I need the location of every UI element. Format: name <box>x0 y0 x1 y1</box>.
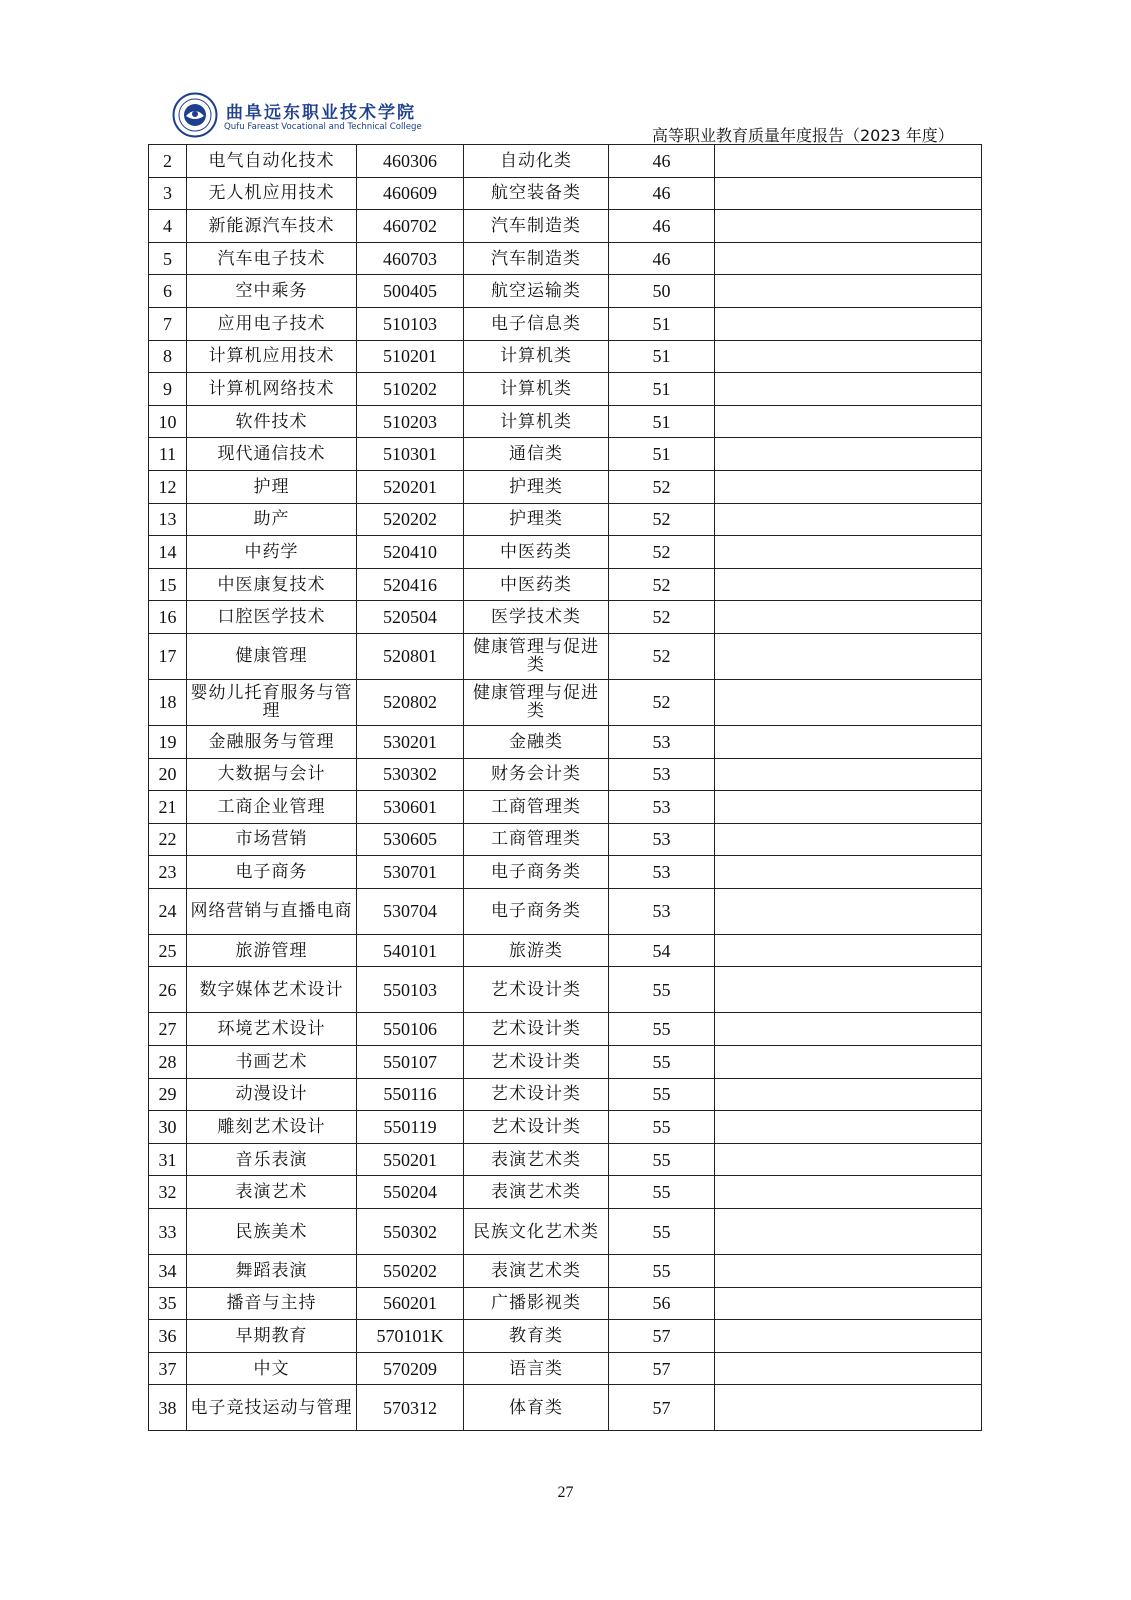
major-code-cell: 530704 <box>357 888 464 934</box>
row-number-cell: 3 <box>149 177 187 210</box>
category-code-cell: 55 <box>609 1111 715 1144</box>
table-row <box>149 725 982 758</box>
row-number-cell: 23 <box>149 856 187 889</box>
college-logo-icon <box>172 92 218 138</box>
major-name-cell: 健康管理 <box>187 633 357 679</box>
note-cell <box>715 438 982 471</box>
major-name-cell: 计算机应用技术 <box>187 340 357 373</box>
table-row <box>149 679 982 725</box>
major-code-cell: 510103 <box>357 307 464 340</box>
note-cell <box>715 791 982 824</box>
note-cell <box>715 601 982 634</box>
category-code-cell: 52 <box>609 568 715 601</box>
category-cell: 计算机类 <box>464 373 609 406</box>
major-code-cell: 520202 <box>357 503 464 536</box>
row-number-cell: 14 <box>149 536 187 569</box>
category-code-cell: 55 <box>609 1013 715 1046</box>
row-number-cell: 36 <box>149 1320 187 1353</box>
category-code-cell: 57 <box>609 1385 715 1431</box>
major-code-cell: 550302 <box>357 1209 464 1255</box>
major-code-cell: 530601 <box>357 791 464 824</box>
category-cell: 金融类 <box>464 725 609 758</box>
category-cell: 健康管理与促进类 <box>464 679 609 725</box>
row-number-cell: 34 <box>149 1255 187 1288</box>
note-cell <box>715 967 982 1013</box>
category-cell: 汽车制造类 <box>464 242 609 275</box>
major-name-cell: 大数据与会计 <box>187 758 357 791</box>
note-cell <box>715 934 982 967</box>
major-code-cell: 510301 <box>357 438 464 471</box>
category-code-cell: 55 <box>609 967 715 1013</box>
category-code-cell: 55 <box>609 1078 715 1111</box>
table-row <box>149 210 982 243</box>
page-header <box>0 0 1131 145</box>
table-row <box>149 791 982 824</box>
table-row <box>149 242 982 275</box>
major-code-cell: 550107 <box>357 1046 464 1079</box>
table-row <box>149 1209 982 1255</box>
table-row <box>149 967 982 1013</box>
table-row <box>149 1176 982 1209</box>
category-code-cell: 51 <box>609 373 715 406</box>
note-cell <box>715 1111 982 1144</box>
note-cell <box>715 568 982 601</box>
table-row <box>149 568 982 601</box>
major-name-cell: 现代通信技术 <box>187 438 357 471</box>
note-cell <box>715 470 982 503</box>
row-number-cell: 38 <box>149 1385 187 1431</box>
note-cell <box>715 823 982 856</box>
major-name-cell: 早期教育 <box>187 1320 357 1353</box>
major-code-cell: 460609 <box>357 177 464 210</box>
table-row <box>149 1078 982 1111</box>
row-number-cell: 12 <box>149 470 187 503</box>
row-number-cell: 29 <box>149 1078 187 1111</box>
row-number-cell: 24 <box>149 888 187 934</box>
major-code-cell: 550202 <box>357 1255 464 1288</box>
category-code-cell: 55 <box>609 1176 715 1209</box>
major-name-cell: 中药学 <box>187 536 357 569</box>
category-cell: 汽车制造类 <box>464 210 609 243</box>
table-row <box>149 1013 982 1046</box>
major-code-cell: 500405 <box>357 275 464 308</box>
table-row <box>149 1320 982 1353</box>
row-number-cell: 32 <box>149 1176 187 1209</box>
table-row <box>149 1046 982 1079</box>
majors-table <box>148 144 982 1431</box>
note-cell <box>715 307 982 340</box>
category-code-cell: 53 <box>609 758 715 791</box>
category-cell: 计算机类 <box>464 405 609 438</box>
major-code-cell: 520410 <box>357 536 464 569</box>
major-name-cell: 中医康复技术 <box>187 568 357 601</box>
category-code-cell: 56 <box>609 1287 715 1320</box>
row-number-cell: 11 <box>149 438 187 471</box>
major-name-cell: 新能源汽车技术 <box>187 210 357 243</box>
row-number-cell: 33 <box>149 1209 187 1255</box>
category-cell: 航空装备类 <box>464 177 609 210</box>
major-name-cell: 汽车电子技术 <box>187 242 357 275</box>
major-code-cell: 520504 <box>357 601 464 634</box>
row-number-cell: 15 <box>149 568 187 601</box>
row-number-cell: 13 <box>149 503 187 536</box>
table-row <box>149 145 982 178</box>
category-code-cell: 52 <box>609 679 715 725</box>
major-code-cell: 530701 <box>357 856 464 889</box>
major-name-cell: 计算机网络技术 <box>187 373 357 406</box>
category-code-cell: 52 <box>609 503 715 536</box>
major-code-cell: 550116 <box>357 1078 464 1111</box>
table-row <box>149 307 982 340</box>
table-row <box>149 373 982 406</box>
category-code-cell: 53 <box>609 823 715 856</box>
category-code-cell: 54 <box>609 934 715 967</box>
category-cell: 通信类 <box>464 438 609 471</box>
category-code-cell: 52 <box>609 536 715 569</box>
major-code-cell: 530605 <box>357 823 464 856</box>
note-cell <box>715 177 982 210</box>
category-cell: 财务会计类 <box>464 758 609 791</box>
category-cell: 广播影视类 <box>464 1287 609 1320</box>
category-code-cell: 53 <box>609 725 715 758</box>
major-name-cell: 表演艺术 <box>187 1176 357 1209</box>
major-code-cell: 520416 <box>357 568 464 601</box>
category-cell: 艺术设计类 <box>464 1013 609 1046</box>
category-cell: 艺术设计类 <box>464 1046 609 1079</box>
row-number-cell: 10 <box>149 405 187 438</box>
note-cell <box>715 1176 982 1209</box>
category-code-cell: 46 <box>609 145 715 178</box>
row-number-cell: 7 <box>149 307 187 340</box>
major-name-cell: 数字媒体艺术设计 <box>187 967 357 1013</box>
major-name-cell: 口腔医学技术 <box>187 601 357 634</box>
category-cell: 医学技术类 <box>464 601 609 634</box>
row-number-cell: 26 <box>149 967 187 1013</box>
category-code-cell: 53 <box>609 856 715 889</box>
row-number-cell: 37 <box>149 1352 187 1385</box>
table-row <box>149 438 982 471</box>
row-number-cell: 18 <box>149 679 187 725</box>
category-cell: 自动化类 <box>464 145 609 178</box>
row-number-cell: 8 <box>149 340 187 373</box>
major-code-cell: 570209 <box>357 1352 464 1385</box>
major-code-cell: 540101 <box>357 934 464 967</box>
row-number-cell: 35 <box>149 1287 187 1320</box>
category-cell: 中医药类 <box>464 536 609 569</box>
note-cell <box>715 1287 982 1320</box>
category-code-cell: 51 <box>609 340 715 373</box>
major-name-cell: 中文 <box>187 1352 357 1385</box>
major-name-cell: 软件技术 <box>187 405 357 438</box>
note-cell <box>715 405 982 438</box>
note-cell <box>715 145 982 178</box>
row-number-cell: 22 <box>149 823 187 856</box>
major-name-cell: 护理 <box>187 470 357 503</box>
major-code-cell: 520802 <box>357 679 464 725</box>
category-code-cell: 50 <box>609 275 715 308</box>
category-code-cell: 57 <box>609 1352 715 1385</box>
major-name-cell: 民族美术 <box>187 1209 357 1255</box>
category-code-cell: 55 <box>609 1255 715 1288</box>
category-cell: 表演艺术类 <box>464 1255 609 1288</box>
note-cell <box>715 1013 982 1046</box>
row-number-cell: 2 <box>149 145 187 178</box>
category-cell: 表演艺术类 <box>464 1143 609 1176</box>
category-code-cell: 52 <box>609 633 715 679</box>
note-cell <box>715 1352 982 1385</box>
note-cell <box>715 1046 982 1079</box>
category-cell: 语言类 <box>464 1352 609 1385</box>
college-name-cn: 曲阜远东职业技术学院 <box>226 103 416 123</box>
category-code-cell: 46 <box>609 177 715 210</box>
category-code-cell: 55 <box>609 1143 715 1176</box>
category-cell: 艺术设计类 <box>464 1111 609 1144</box>
major-name-cell: 金融服务与管理 <box>187 725 357 758</box>
note-cell <box>715 1320 982 1353</box>
row-number-cell: 5 <box>149 242 187 275</box>
major-code-cell: 550119 <box>357 1111 464 1144</box>
row-number-cell: 21 <box>149 791 187 824</box>
major-name-cell: 空中乘务 <box>187 275 357 308</box>
major-name-cell: 雕刻艺术设计 <box>187 1111 357 1144</box>
major-name-cell: 工商企业管理 <box>187 791 357 824</box>
note-cell <box>715 679 982 725</box>
table-row <box>149 1352 982 1385</box>
note-cell <box>715 275 982 308</box>
row-number-cell: 25 <box>149 934 187 967</box>
major-name-cell: 无人机应用技术 <box>187 177 357 210</box>
major-code-cell: 510201 <box>357 340 464 373</box>
note-cell <box>715 1385 982 1431</box>
major-code-cell: 570312 <box>357 1385 464 1431</box>
category-cell: 中医药类 <box>464 568 609 601</box>
category-cell: 体育类 <box>464 1385 609 1431</box>
table-row <box>149 856 982 889</box>
table-row <box>149 536 982 569</box>
category-cell: 民族文化艺术类 <box>464 1209 609 1255</box>
category-code-cell: 46 <box>609 210 715 243</box>
major-code-cell: 520201 <box>357 470 464 503</box>
note-cell <box>715 633 982 679</box>
note-cell <box>715 758 982 791</box>
major-name-cell: 网络营销与直播电商 <box>187 888 357 934</box>
category-code-cell: 55 <box>609 1046 715 1079</box>
note-cell <box>715 1078 982 1111</box>
major-code-cell: 510203 <box>357 405 464 438</box>
note-cell <box>715 210 982 243</box>
table-row <box>149 340 982 373</box>
category-cell: 护理类 <box>464 470 609 503</box>
college-name-en: Qufu Fareast Vocational and Technical College <box>224 122 422 132</box>
note-cell <box>715 503 982 536</box>
table-row <box>149 405 982 438</box>
table-row <box>149 177 982 210</box>
major-name-cell: 书画艺术 <box>187 1046 357 1079</box>
major-name-cell: 播音与主持 <box>187 1287 357 1320</box>
category-cell: 教育类 <box>464 1320 609 1353</box>
category-code-cell: 55 <box>609 1209 715 1255</box>
table-row <box>149 758 982 791</box>
row-number-cell: 16 <box>149 601 187 634</box>
note-cell <box>715 536 982 569</box>
major-name-cell: 电子竞技运动与管理 <box>187 1385 357 1431</box>
row-number-cell: 6 <box>149 275 187 308</box>
row-number-cell: 27 <box>149 1013 187 1046</box>
category-cell: 航空运输类 <box>464 275 609 308</box>
category-cell: 电子商务类 <box>464 856 609 889</box>
major-name-cell: 舞蹈表演 <box>187 1255 357 1288</box>
category-code-cell: 51 <box>609 307 715 340</box>
major-code-cell: 550201 <box>357 1143 464 1176</box>
note-cell <box>715 1143 982 1176</box>
major-name-cell: 动漫设计 <box>187 1078 357 1111</box>
major-name-cell: 助产 <box>187 503 357 536</box>
category-code-cell: 51 <box>609 438 715 471</box>
table-row <box>149 601 982 634</box>
table-row <box>149 503 982 536</box>
category-cell: 表演艺术类 <box>464 1176 609 1209</box>
major-name-cell: 市场营销 <box>187 823 357 856</box>
major-name-cell: 应用电子技术 <box>187 307 357 340</box>
row-number-cell: 31 <box>149 1143 187 1176</box>
table-row <box>149 1111 982 1144</box>
category-code-cell: 57 <box>609 1320 715 1353</box>
major-name-cell: 音乐表演 <box>187 1143 357 1176</box>
category-code-cell: 52 <box>609 601 715 634</box>
major-name-cell: 电气自动化技术 <box>187 145 357 178</box>
category-cell: 健康管理与促进类 <box>464 633 609 679</box>
note-cell <box>715 856 982 889</box>
category-cell: 计算机类 <box>464 340 609 373</box>
major-code-cell: 570101K <box>357 1320 464 1353</box>
table-row <box>149 1143 982 1176</box>
category-cell: 工商管理类 <box>464 823 609 856</box>
note-cell <box>715 1209 982 1255</box>
category-cell: 护理类 <box>464 503 609 536</box>
major-name-cell: 旅游管理 <box>187 934 357 967</box>
major-code-cell: 520801 <box>357 633 464 679</box>
category-code-cell: 46 <box>609 242 715 275</box>
table-row <box>149 888 982 934</box>
row-number-cell: 19 <box>149 725 187 758</box>
category-cell: 电子信息类 <box>464 307 609 340</box>
major-code-cell: 560201 <box>357 1287 464 1320</box>
major-code-cell: 550106 <box>357 1013 464 1046</box>
major-name-cell: 环境艺术设计 <box>187 1013 357 1046</box>
row-number-cell: 28 <box>149 1046 187 1079</box>
major-code-cell: 460703 <box>357 242 464 275</box>
note-cell <box>715 725 982 758</box>
note-cell <box>715 888 982 934</box>
row-number-cell: 4 <box>149 210 187 243</box>
report-title: 高等职业教育质量年度报告（2023 年度） <box>652 126 954 145</box>
note-cell <box>715 1255 982 1288</box>
major-code-cell: 460702 <box>357 210 464 243</box>
major-code-cell: 550204 <box>357 1176 464 1209</box>
major-name-cell: 电子商务 <box>187 856 357 889</box>
table-row <box>149 1255 982 1288</box>
category-cell: 旅游类 <box>464 934 609 967</box>
major-name-cell: 婴幼儿托育服务与管理 <box>187 679 357 725</box>
row-number-cell: 17 <box>149 633 187 679</box>
category-cell: 艺术设计类 <box>464 1078 609 1111</box>
row-number-cell: 30 <box>149 1111 187 1144</box>
row-number-cell: 9 <box>149 373 187 406</box>
major-code-cell: 510202 <box>357 373 464 406</box>
major-code-cell: 530302 <box>357 758 464 791</box>
category-cell: 电子商务类 <box>464 888 609 934</box>
row-number-cell: 20 <box>149 758 187 791</box>
note-cell <box>715 242 982 275</box>
table-row <box>149 1385 982 1431</box>
table-row <box>149 1287 982 1320</box>
note-cell <box>715 373 982 406</box>
table-row <box>149 934 982 967</box>
table-row <box>149 470 982 503</box>
table-row <box>149 633 982 679</box>
major-code-cell: 530201 <box>357 725 464 758</box>
note-cell <box>715 340 982 373</box>
category-cell: 工商管理类 <box>464 791 609 824</box>
category-code-cell: 53 <box>609 888 715 934</box>
major-code-cell: 460306 <box>357 145 464 178</box>
major-code-cell: 550103 <box>357 967 464 1013</box>
table-row <box>149 823 982 856</box>
category-cell: 艺术设计类 <box>464 967 609 1013</box>
table-row <box>149 275 982 308</box>
category-code-cell: 53 <box>609 791 715 824</box>
category-code-cell: 51 <box>609 405 715 438</box>
category-code-cell: 52 <box>609 470 715 503</box>
page-number: 27 <box>557 1484 574 1501</box>
